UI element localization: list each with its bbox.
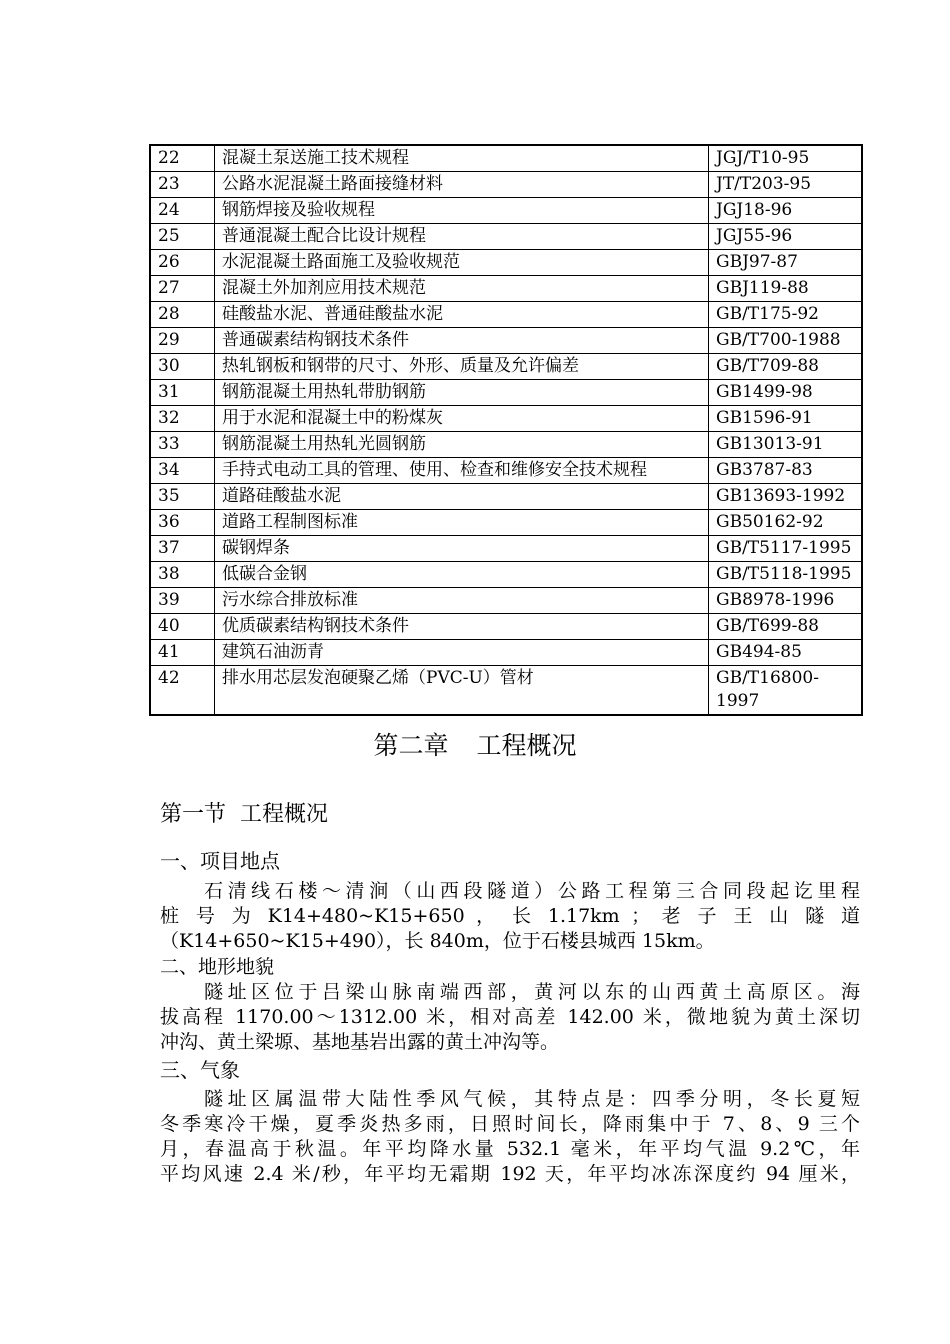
chapter-heading [0, 730, 950, 762]
table-row [150, 380, 862, 406]
table-row [150, 354, 862, 380]
standard-code: JGJ/T10-95 [709, 145, 863, 172]
table-row [150, 614, 862, 640]
standard-name: 排水用芯层发泡硬聚乙烯（PVC-U）管材 [215, 666, 709, 716]
climate-line-2: 冬季寒冷干燥，夏季炎热多雨，日照时间长，降雨集中于 7、8、9 三个 [160, 1113, 860, 1135]
table-row [150, 145, 862, 172]
table-row [150, 640, 862, 666]
location-line-2: 桩 号 为 K14+480~K15+650 ， 长 1.17km ； 老 子 王 山 隧 道 [160, 905, 860, 927]
row-number: 30 [150, 354, 215, 380]
standard-name: 混凝土外加剂应用技术规范 [215, 276, 709, 302]
row-number: 40 [150, 614, 215, 640]
standard-name: 钢筋混凝土用热轧光圆钢筋 [215, 432, 709, 458]
standard-name: 公路水泥混凝土路面接缝材料 [215, 172, 709, 198]
location-line-3: （K14+650~K15+490），长 840m，位于石楼县城西 15km。 [160, 930, 715, 952]
terrain-line-2: 拔高程 1170.00～1312.00 米，相对高差 142.00 米，微地貌为黄土深切 [160, 1006, 860, 1028]
table-row [150, 172, 862, 198]
row-number: 25 [150, 224, 215, 250]
row-number: 38 [150, 562, 215, 588]
standard-code: JT/T203-95 [709, 172, 863, 198]
climate-paragraph [160, 1087, 860, 1187]
row-number: 28 [150, 302, 215, 328]
location-heading: 一、项目地点 [160, 849, 280, 873]
row-number: 33 [150, 432, 215, 458]
standard-code: GB8978-1996 [709, 588, 863, 614]
table-row [150, 562, 862, 588]
standard-name: 普通混凝土配合比设计规程 [215, 224, 709, 250]
row-number: 29 [150, 328, 215, 354]
standard-code: GBJ97-87 [709, 250, 863, 276]
terrain-line-1: 隧址区位于吕梁山脉南端西部，黄河以东的山西黄土高原区。海 [204, 981, 860, 1003]
standard-name: 钢筋混凝土用热轧带肋钢筋 [215, 380, 709, 406]
standard-name: 手持式电动工具的管理、使用、检查和维修安全技术规程 [215, 458, 709, 484]
standard-name: 污水综合排放标准 [215, 588, 709, 614]
standard-code: GB50162-92 [709, 510, 863, 536]
row-number: 22 [150, 145, 215, 172]
table-row [150, 458, 862, 484]
location-paragraph [160, 879, 860, 954]
standard-code: JGJ18-96 [709, 198, 863, 224]
standards-table-body [150, 145, 862, 715]
row-number: 34 [150, 458, 215, 484]
standard-code: GB/T699-88 [709, 614, 863, 640]
standard-code: GB1596-91 [709, 406, 863, 432]
row-number: 41 [150, 640, 215, 666]
table-row [150, 198, 862, 224]
standard-code: JGJ55-96 [709, 224, 863, 250]
table-row [150, 406, 862, 432]
standard-name: 道路工程制图标准 [215, 510, 709, 536]
standard-name: 普通碳素结构钢技术条件 [215, 328, 709, 354]
climate-line-3: 月，春温高于秋温。年平均降水量 532.1 毫米，年平均气温 9.2℃，年 [160, 1138, 860, 1160]
table-row [150, 666, 862, 716]
standard-name: 热轧钢板和钢带的尺寸、外形、质量及允许偏差 [215, 354, 709, 380]
table-row [150, 302, 862, 328]
standard-name: 钢筋焊接及验收规程 [215, 198, 709, 224]
standard-name: 道路硅酸盐水泥 [215, 484, 709, 510]
standard-code: GB/T700-1988 [709, 328, 863, 354]
standard-code: GB1499-98 [709, 380, 863, 406]
standard-code: GB/T175-92 [709, 302, 863, 328]
row-number: 39 [150, 588, 215, 614]
row-number: 26 [150, 250, 215, 276]
standard-name: 混凝土泵送施工技术规程 [215, 145, 709, 172]
standard-code: GBJ119-88 [709, 276, 863, 302]
row-number: 31 [150, 380, 215, 406]
row-number: 36 [150, 510, 215, 536]
standard-name: 水泥混凝土路面施工及验收规范 [215, 250, 709, 276]
standards-table [149, 144, 863, 716]
row-number: 42 [150, 666, 215, 716]
standard-code: GB/T709-88 [709, 354, 863, 380]
terrain-heading: 二、地形地貌 [160, 956, 275, 978]
standard-code: GB13013-91 [709, 432, 863, 458]
row-number: 27 [150, 276, 215, 302]
table-row [150, 276, 862, 302]
table-row [150, 588, 862, 614]
table-row [150, 328, 862, 354]
standard-code: GB/T5117-1995 [709, 536, 863, 562]
standard-code: GB/T16800-1997 [709, 666, 863, 716]
chapter-title: 工程概况 [476, 731, 577, 760]
section-heading: 第一节 工程概况 [160, 802, 328, 827]
row-number: 37 [150, 536, 215, 562]
standard-name: 优质碳素结构钢技术条件 [215, 614, 709, 640]
standard-code: GB/T5118-1995 [709, 562, 863, 588]
row-number: 35 [150, 484, 215, 510]
table-row [150, 250, 862, 276]
row-number: 32 [150, 406, 215, 432]
table-row [150, 510, 862, 536]
table-row [150, 224, 862, 250]
standard-name: 建筑石油沥青 [215, 640, 709, 666]
row-number: 24 [150, 198, 215, 224]
standard-name: 硅酸盐水泥、普通硅酸盐水泥 [215, 302, 709, 328]
standard-code: GB3787-83 [709, 458, 863, 484]
climate-line-1: 隧址区属温带大陆性季风气候，其特点是：四季分明，冬长夏短 [204, 1088, 860, 1110]
table-row [150, 432, 862, 458]
row-number: 23 [150, 172, 215, 198]
table-row [150, 536, 862, 562]
standard-name: 用于水泥和混凝土中的粉煤灰 [215, 406, 709, 432]
location-line-1: 石清线石楼～清涧（山西段隧道）公路工程第三合同段起讫里程 [204, 880, 860, 902]
terrain-paragraph [160, 980, 860, 1055]
standard-code: GB13693-1992 [709, 484, 863, 510]
terrain-line-3: 冲沟、黄土梁塬、基地基岩出露的黄土冲沟等。 [160, 1031, 560, 1053]
table-row [150, 484, 862, 510]
climate-heading: 三、气象 [160, 1058, 240, 1082]
standard-name: 碳钢焊条 [215, 536, 709, 562]
standard-code: GB494-85 [709, 640, 863, 666]
standard-name: 低碳合金钢 [215, 562, 709, 588]
chapter-number: 第二章 [373, 731, 449, 760]
climate-line-4: 平均风速 2.4 米/秒，年平均无霜期 192 天，年平均冰冻深度约 94 厘米， [160, 1163, 860, 1185]
